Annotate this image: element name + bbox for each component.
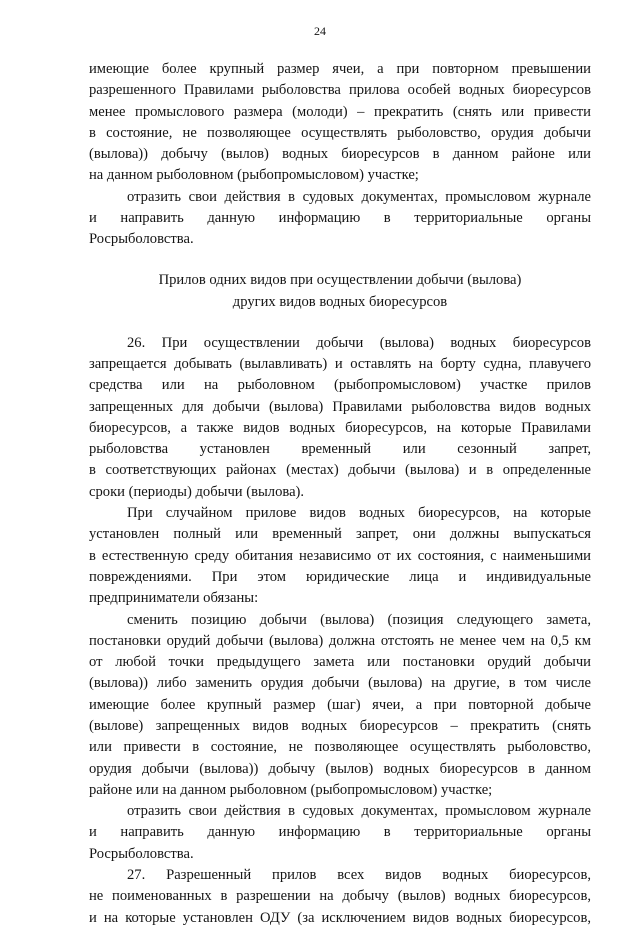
- section-heading: [89, 270, 591, 313]
- text-line: в естественную среду обитания независимо от их состояния, с наименьшими: [89, 547, 591, 564]
- text-line: средства или на рыболовном (рыбопромысловом) участке прилов: [89, 377, 591, 394]
- text-line: запрещенных для добычи (вылова) Правилами рыболовства видов водных: [89, 398, 591, 415]
- paragraph: [89, 865, 591, 929]
- text-line: постановки орудий добычи (вылова) должна отстоять не менее чем на 0,5 км: [89, 632, 591, 649]
- text-line: или привести в состояние, не позволяющее осуществлять рыболовство,: [89, 739, 591, 756]
- text-line: (вылова)) добычу (вылов) водных биоресурсов в данном районе или: [89, 146, 591, 163]
- paragraph: [89, 333, 591, 503]
- text-line: рыболовства установлен временный или сезонный запрет,: [89, 441, 591, 458]
- text-line: предприниматели обязаны:: [89, 590, 259, 607]
- text-line: имеющие более крупный размер (шаг) ячеи, а при повторной добыче: [89, 696, 591, 713]
- text-line: не поименованных в разрешении на добычу (вылов) водных биоресурсов,: [89, 888, 591, 905]
- paragraph: [89, 610, 591, 802]
- text-line: менее промыслового размера (молоди) – прекратить (снять или привести: [89, 103, 591, 120]
- heading-line: Прилов одних видов при осуществлении добычи (вылова): [158, 272, 522, 289]
- paragraph: [89, 187, 591, 251]
- text-line: и направить данную информацию в территориальные органы: [89, 824, 591, 841]
- text-line: биоресурсов, а также видов водных биоресурсов, на которые Правилами: [89, 419, 591, 436]
- text-line: запрещается добывать (вылавливать) и оставлять на борту судна, плавучего: [89, 355, 591, 372]
- text-line: имеющие более крупный размер ячеи, а при повторном превышении: [89, 61, 591, 77]
- text-line: сроки (периоды) добычи (вылова).: [89, 483, 305, 500]
- text-line: в соответствующих районах (местах) добычи (вылова) и в определенные: [89, 462, 591, 479]
- text-line: разрешенного Правилами рыболовства прилова особей водных биоресурсов: [89, 82, 591, 99]
- text-line: Росрыболовства.: [89, 231, 194, 248]
- text-line: на данном рыболовном (рыбопромысловом) участке;: [89, 167, 419, 184]
- paragraph: [89, 59, 591, 187]
- section-spacer: [89, 313, 591, 333]
- text-line: Росрыболовства.: [89, 845, 194, 862]
- text-line: и направить данную информацию в территориальные органы: [89, 210, 591, 227]
- text-line: (вылова)) либо заменить орудия добычи (вылова) на другие, в том числе: [89, 675, 591, 692]
- text-line: 26. При осуществлении добычи (вылова) водных биоресурсов: [127, 334, 591, 351]
- section-spacer: [89, 251, 591, 271]
- text-line: от любой точки предыдущего замета или постановки орудий добычи: [89, 654, 591, 671]
- text-line: установлен полный или временный запрет, они должны выпускаться: [89, 526, 591, 543]
- text-line: повреждениями. При этом юридические лица и индивидуальные: [89, 568, 591, 585]
- text-line: районе или на данном рыболовном (рыбопромысловом) участке;: [89, 781, 493, 798]
- text-line: и на которые установлен ОДУ (за исключением видов водных биоресурсов,: [89, 909, 591, 926]
- text-line: 27. Разрешенный прилов всех видов водных биоресурсов,: [127, 867, 591, 884]
- text-line: в состояние, не позволяющее осуществлять рыболовство, орудия добычи: [89, 124, 591, 141]
- document-body: [89, 59, 591, 929]
- text-line: сменить позицию добычи (вылова) (позиция следующего замета,: [127, 611, 591, 628]
- text-line: отразить свои действия в судовых документах, промысловом журнале: [127, 803, 591, 820]
- text-line: (вылове) запрещенных видов водных биоресурсов – прекратить (снять: [89, 717, 591, 734]
- paragraph: [89, 503, 591, 609]
- paragraph: [89, 801, 591, 865]
- text-line: орудия добычи (вылова)) добычу (вылов) водных биоресурсов в данном: [89, 760, 591, 777]
- text-line: отразить свои действия в судовых документах, промысловом журнале: [127, 188, 591, 205]
- page-number: 24: [314, 24, 326, 38]
- text-line: При случайном прилове видов водных биоресурсов, на которые: [127, 505, 591, 522]
- heading-line: других видов водных биоресурсов: [232, 293, 448, 310]
